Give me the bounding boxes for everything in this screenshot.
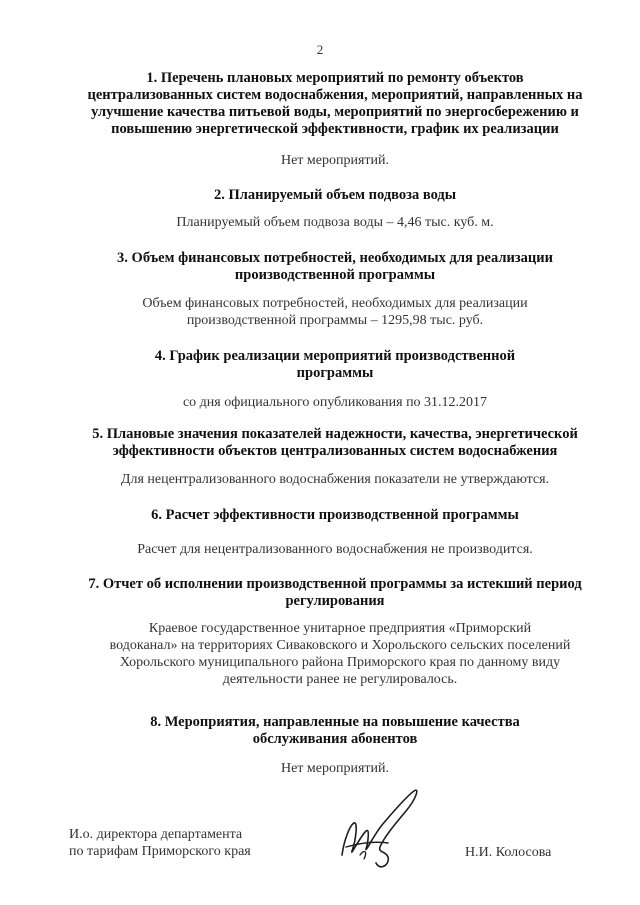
body-line: Объем финансовых потребностей, необходимых для реализации <box>142 296 528 311</box>
heading-line: централизованных систем водоснабжения, мероприятий, направленных на <box>87 87 583 103</box>
section-8-heading <box>70 714 600 748</box>
page-number: 2 <box>316 42 324 57</box>
section-6-heading <box>70 507 600 524</box>
section-2-heading <box>70 187 600 204</box>
section-3-body <box>70 295 600 329</box>
body-line: со дня официального опубликования по 31.12.2017 <box>182 395 488 410</box>
heading-line: 6. Расчет эффективности производственной программы <box>151 507 519 523</box>
heading-line: регулирования <box>285 593 385 609</box>
body-line: Расчет для нецентрализованного водоснабжения не производится. <box>137 542 533 557</box>
body-line: Хорольского муниципального района Приморского края по данному виду <box>119 655 561 670</box>
heading-line: 5. Плановые значения показателей надежности, качества, энергетической <box>92 426 578 442</box>
position-line: И.о. директора департамента <box>69 827 243 842</box>
body-line: Нет мероприятий. <box>280 761 390 776</box>
body-line: Нет мероприятий. <box>280 153 390 168</box>
body-line: водоканал» на территориях Сиваковского и Хорольского сельских поселений <box>109 638 571 653</box>
position-line: по тарифам Приморского края <box>69 844 251 859</box>
heading-line: 4. График реализации мероприятий производственной <box>154 348 516 364</box>
body-line: Краевое государственное унитарное предприятия «Приморский <box>148 621 532 636</box>
signatory-position <box>69 826 251 860</box>
section-4-body <box>70 394 600 411</box>
section-5-body <box>70 471 600 488</box>
section-7-heading <box>70 576 600 610</box>
heading-line: 2. Планируемый объем подвоза воды <box>213 187 457 203</box>
heading-line: производственной программы <box>234 267 436 283</box>
body-line: Планируемый объем подвоза воды – 4,46 тыс. куб. м. <box>176 215 494 230</box>
heading-line: 3. Объем финансовых потребностей, необходимых для реализации <box>117 250 553 266</box>
section-1-body <box>70 152 600 169</box>
section-6-body <box>70 541 600 558</box>
heading-line: повышению энергетической эффективности, график их реализации <box>111 121 559 137</box>
heading-line: обслуживания абонентов <box>252 731 418 747</box>
body-line: деятельности ранее не регулировалось. <box>222 672 458 687</box>
section-3-heading <box>70 250 600 284</box>
section-8-body <box>70 760 600 777</box>
section-2-body <box>70 214 600 231</box>
heading-line: 8. Мероприятия, направленные на повышение качества <box>150 714 520 730</box>
section-7-body <box>80 620 600 688</box>
heading-line: программы <box>296 365 374 381</box>
section-4-heading <box>70 348 600 382</box>
body-line: Для нецентрализованного водоснабжения показатели не утверждаются. <box>120 472 550 487</box>
signatory-name: Н.И. Колосова <box>465 845 552 860</box>
heading-line: эффективности объектов централизованных систем водоснабжения <box>112 443 558 459</box>
section-1-heading <box>70 70 600 138</box>
section-5-heading <box>70 426 600 460</box>
heading-line: улучшение качества питьевой воды, мероприятий по энергосбережению и <box>91 104 579 120</box>
body-line: производственной программы – 1295,98 тыс. руб. <box>186 313 484 328</box>
heading-line: 1. Перечень плановых мероприятий по ремонту объектов <box>146 70 524 86</box>
heading-line: 7. Отчет об исполнении производственной программы за истекший период <box>88 576 582 592</box>
handwritten-signature <box>330 785 440 875</box>
